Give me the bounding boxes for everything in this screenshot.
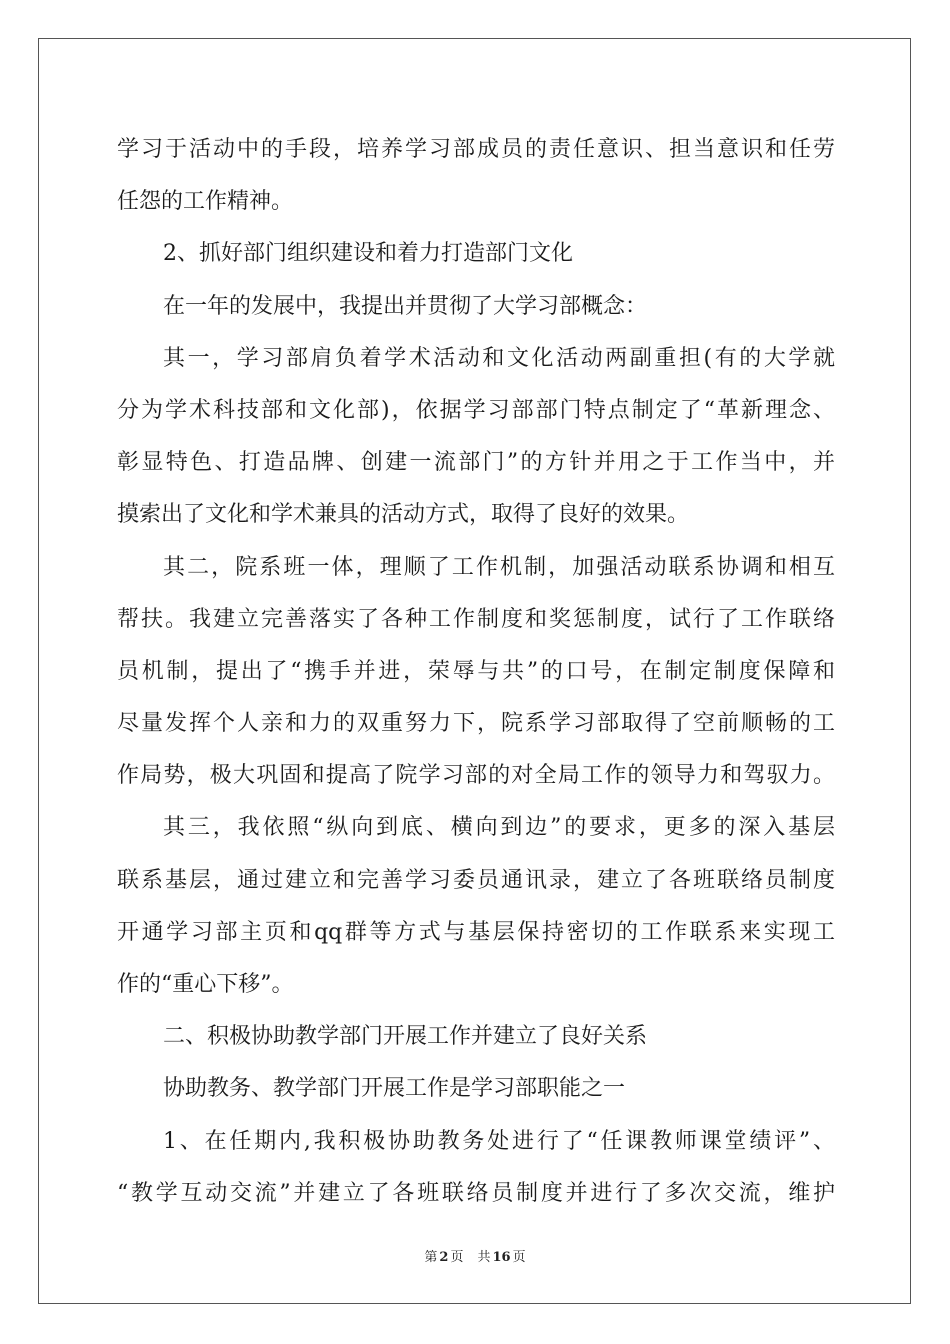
footer-page-total: 16 [492, 1250, 511, 1265]
text-line: 作的“重心下移”。 [117, 972, 294, 997]
footer-page-prefix: 第 [424, 1250, 438, 1265]
document-body [117, 124, 835, 1220]
text-line: 联系基层，通过建立和完善学习委员通讯录，建立了各班联络员制度 [117, 867, 835, 893]
page-footer [0, 1246, 950, 1265]
footer-page-current: 2 [439, 1250, 449, 1265]
text-line: 帮扶。我建立完善落实了各种工作制度和奖惩制度，试行了工作联络 [117, 606, 835, 632]
text-line: 分为学术科技部和文化部)，依据学习部部门特点制定了“革新理念、 [117, 397, 835, 423]
text-line: 作局势，极大巩固和提高了院学习部的对全局工作的领导力和驾驭力。 [117, 763, 835, 789]
text-line: 学习于活动中的手段，培养学习部成员的责任意识、担当意识和任劳 [117, 137, 835, 162]
section-heading: 2、抓好部门组织建设和着力打造部门文化 [163, 241, 573, 267]
text-line: 开通学习部主页和qq群等方式与基层保持密切的工作联系来实现工 [117, 919, 835, 945]
text-line: 其二，院系班一体，理顺了工作机制，加强活动联系协调和相互 [163, 554, 835, 580]
text-line: 彰显特色、打造品牌、创建一流部门”的方针并用之于工作当中，并 [117, 450, 835, 476]
text-line: 协助教务、教学部门开展工作是学习部职能之一 [163, 1076, 626, 1102]
text-line: 摸索出了文化和学术兼具的活动方式，取得了良好的效果。 [117, 502, 690, 528]
footer-total-prefix: 共 [477, 1250, 491, 1265]
footer-total-unit: 页 [512, 1250, 526, 1265]
text-line: “教学互动交流”并建立了各班联络员制度并进行了多次交流，维护 [117, 1180, 835, 1206]
text-line: 尽量发挥个人亲和力的双重努力下，院系学习部取得了空前顺畅的工 [117, 711, 835, 737]
text-line: 其三，我依照“纵向到底、横向到边”的要求，更多的深入基层 [163, 815, 835, 841]
text-line: 1、在任期内,我积极协助教务处进行了“任课教师课堂绩评”、 [163, 1128, 835, 1154]
text-line: 在一年的发展中，我提出并贯彻了大学习部概念： [163, 293, 648, 319]
text-line: 任怨的工作精神。 [117, 189, 294, 215]
section-heading: 二、积极协助教学部门开展工作并建立了良好关系 [163, 1024, 648, 1050]
footer-page-unit: 页 [450, 1250, 464, 1265]
text-line: 其一，学习部肩负着学术活动和文化活动两副重担(有的大学就 [163, 345, 835, 371]
text-line: 员机制，提出了“携手并进，荣辱与共”的口号，在制定制度保障和 [117, 658, 835, 684]
